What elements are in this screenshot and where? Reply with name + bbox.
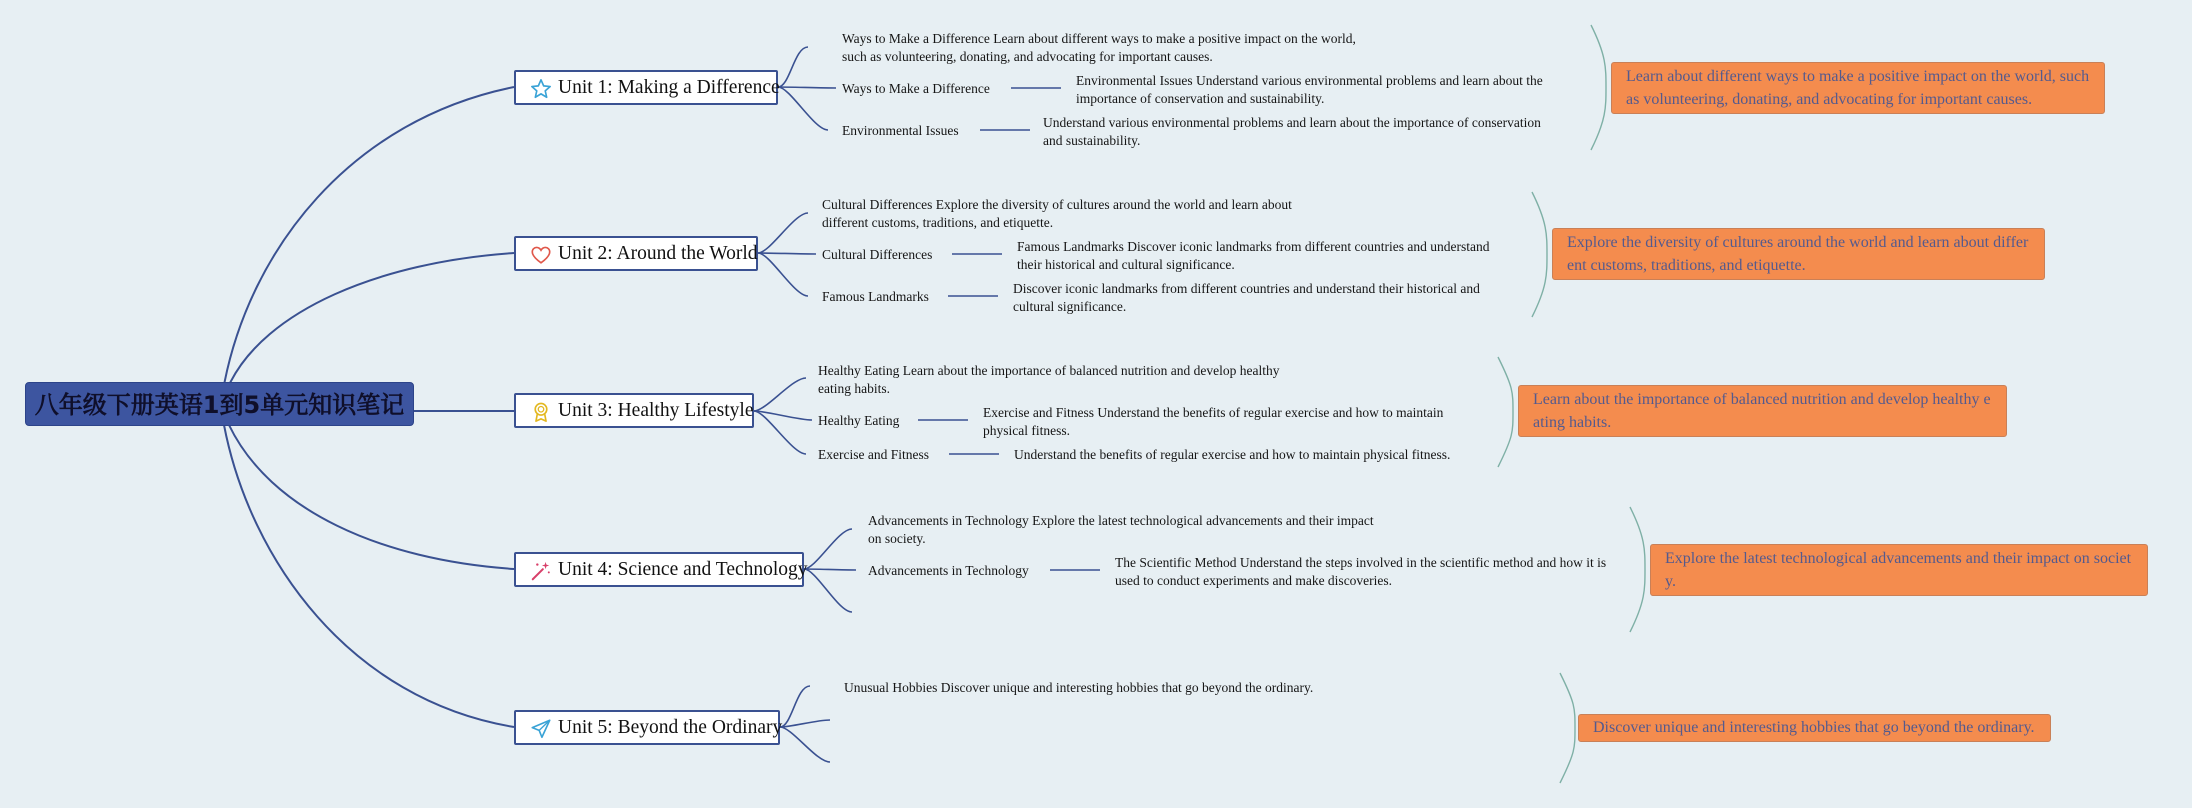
summary-bracket-5	[1560, 673, 1575, 783]
unit-1-subtopic-detail: Understand various environmental problems and learn about the importance of conservation and sustainability.	[1043, 115, 1541, 148]
heart-icon	[530, 244, 552, 266]
star-icon	[530, 78, 552, 100]
unit-1-subtopic: Environmental Issues	[842, 123, 959, 138]
unit-1-fork-3	[778, 87, 828, 130]
root-node[interactable]: 八年级下册英语1到5单元知识笔记	[25, 382, 414, 426]
unit-1-topic-detail: Environmental Issues Understand various environmental problems and learn about the importance of conservation and sustainability.	[1076, 73, 1543, 106]
unit-2-topic-detail: Famous Landmarks Discover iconic landmarks from different countries and understand their historical and cultural significance.	[1017, 239, 1490, 272]
unit-5-overview: Unusual Hobbies Discover unique and interesting hobbies that go beyond the ordinary.	[844, 680, 1314, 695]
unit-4-fork-1	[804, 529, 852, 569]
unit-1-overview: Ways to Make a Difference Learn about different ways to make a positive impact on the world, such as volunteering, donating, and advocating for important causes.	[842, 31, 1356, 64]
unit-5-title: Unit 5: Beyond the Ordinary	[558, 717, 783, 738]
unit-2-topic: Cultural Differences	[822, 247, 933, 262]
unit-3-topic: Healthy Eating	[818, 413, 900, 428]
magic-wand-icon	[530, 560, 552, 582]
unit-3-overview: Healthy Eating Learn about the importance of balanced nutrition and develop healthy eating habits.	[818, 363, 1280, 396]
unit-1-node[interactable]	[514, 70, 778, 105]
summary-bracket-1	[1591, 25, 1606, 150]
unit-2-title: Unit 2: Around the World	[558, 243, 758, 264]
root-link-unit-5	[224, 425, 514, 727]
unit-1-summary[interactable]: Learn about different ways to make a positive impact on the world, such as volunteering, donating, and advocating for important causes.	[1611, 62, 2105, 114]
unit-3-node[interactable]	[514, 393, 754, 428]
unit-4-summary[interactable]: Explore the latest technological advancements and their impact on society.	[1650, 544, 2148, 596]
award-icon	[530, 401, 552, 423]
unit-2-fork-3	[758, 253, 808, 296]
unit-3-subtopic-detail: Understand the benefits of regular exercise and how to maintain physical fitness.	[1014, 447, 1451, 462]
unit-3-topic-detail: Exercise and Fitness Understand the benefits of regular exercise and how to maintain physical fitness.	[983, 405, 1444, 438]
unit-3-title: Unit 3: Healthy Lifestyle	[558, 400, 754, 421]
unit-2-subtopic-detail: Discover iconic landmarks from different countries and understand their historical and cultural significance.	[1013, 281, 1480, 314]
unit-1-title: Unit 1: Making a Difference	[558, 77, 780, 98]
summary-bracket-4	[1630, 507, 1645, 632]
unit-2-subtopic: Famous Landmarks	[822, 289, 929, 304]
root-link-unit-4	[229, 425, 514, 569]
unit-2-fork-1	[758, 213, 808, 253]
unit-2-overview: Cultural Differences Explore the diversity of cultures around the world and learn about different customs, traditions, and etiquette.	[822, 197, 1292, 230]
unit-5-summary[interactable]: Discover unique and interesting hobbies that go beyond the ordinary.	[1578, 714, 2051, 742]
unit-3-fork-3	[754, 411, 806, 454]
unit-5-node[interactable]	[514, 710, 783, 745]
unit-2-node[interactable]	[514, 236, 758, 271]
unit-2-fork-2	[758, 253, 816, 254]
unit-3-subtopic: Exercise and Fitness	[818, 447, 929, 462]
unit-4-node[interactable]	[514, 552, 808, 587]
unit-4-topic: Advancements in Technology	[868, 563, 1029, 578]
root-link-unit-2	[229, 253, 514, 385]
unit-4-overview: Advancements in Technology Explore the latest technological advancements and their impact on society.	[868, 513, 1374, 546]
unit-2-summary[interactable]: Explore the diversity of cultures around the world and learn about different customs, traditions, and etiquette.	[1552, 228, 2045, 280]
unit-4-fork-3	[804, 569, 852, 612]
unit-3-fork-1	[754, 378, 806, 411]
unit-1-fork-2	[778, 87, 836, 88]
unit-1-fork-1	[778, 47, 808, 87]
unit-4-fork-2	[804, 569, 856, 570]
summary-bracket-2	[1532, 192, 1547, 317]
paper-plane-icon	[530, 718, 552, 740]
unit-3-summary[interactable]: Learn about the importance of balanced nutrition and develop healthy eating habits.	[1518, 385, 2007, 437]
summary-bracket-3	[1498, 357, 1513, 467]
unit-4-topic-detail: The Scientific Method Understand the steps involved in the scientific method and how it is used to conduct experiments and make discoveries.	[1115, 555, 1607, 588]
unit-5-fork-3	[780, 727, 830, 762]
unit-5-fork-1	[780, 686, 810, 727]
root-link-unit-1	[224, 87, 514, 385]
unit-4-title: Unit 4: Science and Technology	[558, 559, 808, 580]
unit-1-topic: Ways to Make a Difference	[842, 81, 990, 96]
